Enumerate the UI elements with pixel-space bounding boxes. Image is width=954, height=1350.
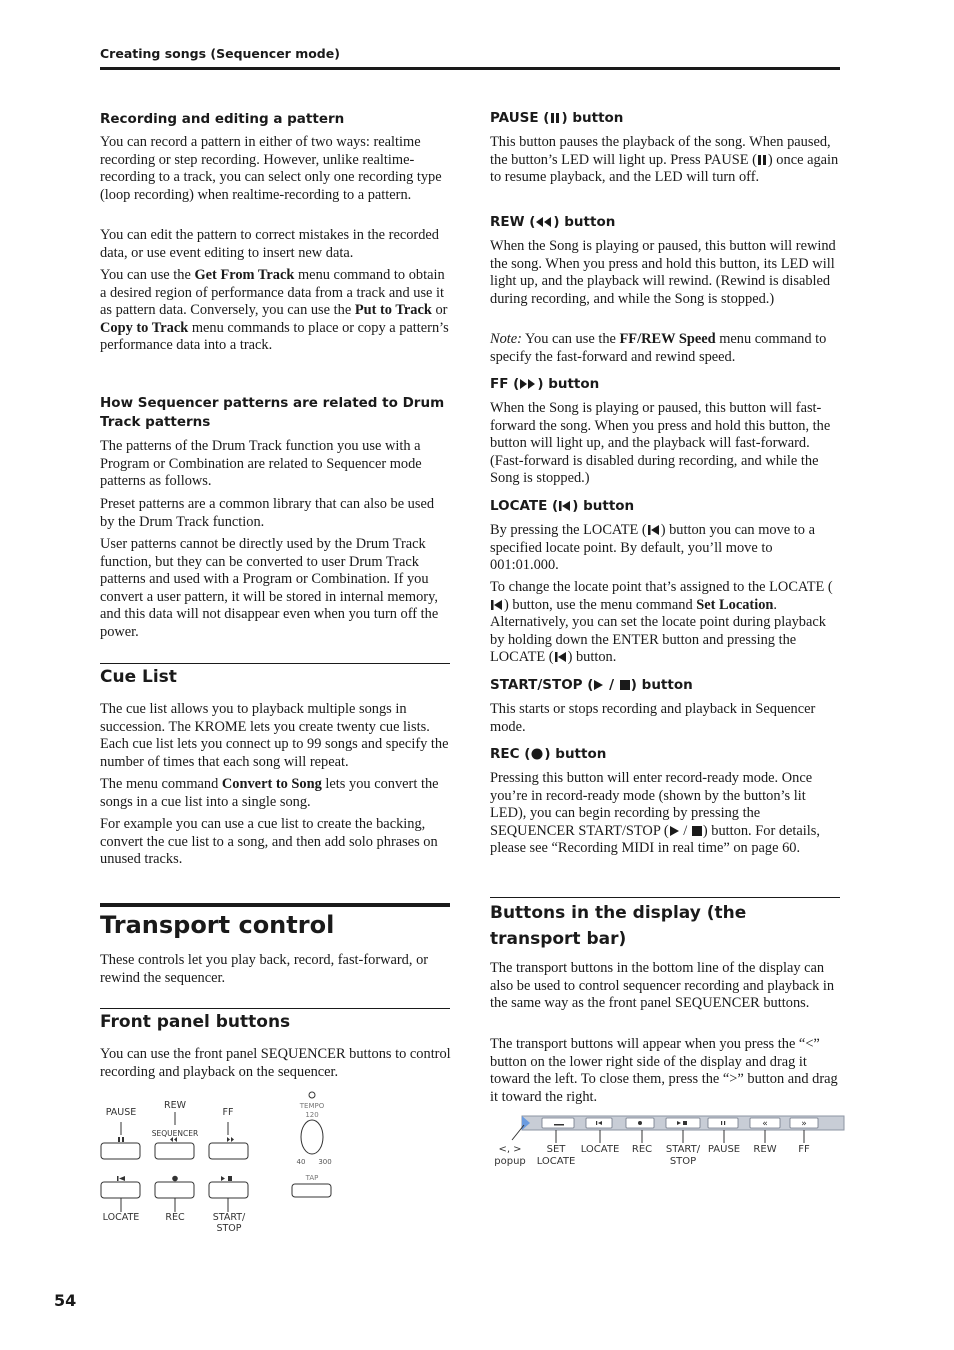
text: menu commands to place or copy a pattern’s performance data into a track. (100, 319, 449, 354)
locate-label: LOCATE (102, 1212, 140, 1223)
pause-label: PAUSE (105, 1107, 137, 1118)
paragraph: When the Song is playing or paused, this button will fast-forward the song. When you press and hold this button, the button will light up, and the playback will fast-forward. (Fast-forward is disabled during recording, and while the Song is stopped.) (490, 400, 831, 487)
popup-label-b: popup (494, 1156, 526, 1167)
text: This button pauses the playback of the song. When paused, the button’s LED will light up. Press PAUSE ( (490, 134, 831, 168)
ff-label: FF (222, 1107, 234, 1118)
heading-display-buttons: Buttons in the display (the transport bar) (490, 903, 747, 949)
pause-bar-label: PAUSE (707, 1144, 741, 1155)
text: ) button you can move to a specified locate point. By default, you’ll move to 001:01.000. (490, 522, 815, 574)
stop-label: STOP (216, 1223, 242, 1234)
text: ) button, use the menu command (504, 596, 697, 613)
heading-start-stop-button (490, 676, 693, 695)
locate-icon (558, 500, 572, 512)
play-icon (593, 679, 604, 691)
heading-drum-track: How Sequencer patterns are related to Drum Track patterns (100, 395, 445, 430)
start-stop-bar-label-a: START/ (665, 1144, 701, 1155)
start-stop-bar-label-b: STOP (669, 1156, 697, 1167)
paragraph: This starts or stops recording and playback in Sequencer mode. (490, 701, 816, 735)
tempo-label: TEMPO (299, 1102, 325, 1110)
pause-icon (757, 154, 768, 166)
paragraph (100, 267, 452, 355)
menu-command: Set Location (696, 596, 774, 613)
ff-bar-label: FF (798, 1144, 810, 1155)
page-number: 54 (54, 1291, 77, 1310)
text: ) button (537, 376, 600, 392)
heading-rew-button (490, 213, 615, 232)
set-locate-label-b: LOCATE (536, 1156, 576, 1167)
heading-ff-button (490, 375, 599, 394)
paragraph: When the Song is playing or paused, this button will rewind the song. When you press and hold this button, its LED will light up, and the playback will rewind. (Rewind is disabled during recording, and while the Song is stopped.) (490, 238, 836, 307)
play-icon (669, 825, 680, 837)
paragraph: The transport buttons in the bottom line of the display can also be used to control sequencer recording and playback in the same way as the front panel SEQUENCER buttons. (490, 960, 835, 1012)
text: lets you convert the songs in a cue list into a single song. (100, 776, 439, 810)
heading-locate-button (490, 497, 634, 516)
paragraph (100, 776, 452, 811)
text: ) button. (567, 649, 617, 666)
menu-command: Get From Track (194, 267, 295, 283)
tempo-value: 120 (305, 1111, 319, 1119)
section-rule (100, 663, 450, 664)
svg-text:»: » (801, 1119, 807, 1129)
text: LOCATE ( (490, 498, 559, 514)
locate-icon (647, 524, 661, 536)
text: You can use the (100, 267, 195, 283)
section-rule (100, 1008, 450, 1009)
paragraph: You can edit the pattern to correct mistakes in the recorded data, or use event editing to insert new data. (100, 227, 440, 261)
paragraph: For example you can use a cue list to create the backing, convert the cue list to a song, and then add solo phrases on unused tracks. (100, 816, 438, 868)
text: To change the locate point that’s assigned to the LOCATE ( (490, 579, 833, 595)
tempo-min: 40 (296, 1158, 306, 1166)
text: / (604, 677, 619, 693)
tap-label: TAP (305, 1174, 319, 1182)
text: ) button (553, 214, 616, 230)
pause-icon (549, 112, 561, 124)
paragraph (490, 134, 840, 187)
heading-front-panel: Front panel buttons (100, 1012, 291, 1032)
text: ) button (572, 498, 635, 514)
note-label: Note: (490, 331, 522, 347)
paragraph: The cue list allows you to playback multiple songs in succession. The KROME lets you create twenty cue lists. Each cue list lets you connect up to 99 songs and specify the number of times that each song will repeat. (100, 701, 449, 770)
running-header: Creating songs (Sequencer mode) (100, 46, 340, 61)
rewind-icon (535, 216, 553, 228)
text: ) button. For details, please see “Recording MIDI in real time” on page 60. (490, 822, 821, 857)
popup-label-a: <, > (498, 1144, 522, 1155)
text: You can use the (521, 331, 620, 347)
paragraph: The transport buttons will appear when you press the “<” button on the lower right side of the display and drag it toward the left. To close them, press the “>” button and drag it toward the right. (490, 1036, 838, 1105)
menu-command: Put to Track (354, 302, 432, 319)
paragraph: The patterns of the Drum Track function you use with a Program or Combination are related to Sequencer mode patterns as follows. (100, 438, 422, 490)
record-icon (530, 748, 544, 760)
paragraph: User patterns cannot be directly used by the Drum Track function, but they can be converted to user Drum Track patterns and used with a Program or Combination. If you convert a user pattern, it will be stored in internal memory, and this data will not disappear even when you turn off the power. (100, 536, 439, 640)
text: REC ( (490, 746, 531, 762)
text: START/STOP ( (490, 677, 594, 693)
rew-label: REW (164, 1100, 186, 1111)
chapter-rule (100, 903, 450, 907)
paragraph (490, 579, 840, 667)
locate-icon (490, 599, 504, 611)
paragraph (490, 522, 840, 575)
fast-forward-icon (519, 378, 537, 390)
paragraph: These controls let you play back, record, fast-forward, or rewind the sequencer. (100, 952, 429, 986)
rec-label: REC (165, 1212, 185, 1223)
text: . Alternatively, you can set the locate point during playback by holding down the ENTER button and pressing the LOCATE ( (490, 596, 826, 666)
rec-bar-label: REC (631, 1144, 653, 1155)
rew-bar-label: REW (753, 1144, 777, 1155)
set-locate-label-a: SET (546, 1144, 566, 1155)
svg-text:«: « (762, 1119, 768, 1129)
text: ) button (630, 677, 693, 693)
tempo-max: 300 (318, 1158, 332, 1166)
stop-icon (691, 825, 703, 837)
locate-bar-label: LOCATE (580, 1144, 620, 1155)
heading-transport-control: Transport control (100, 911, 335, 939)
transport-bar-diagram (490, 1112, 846, 1172)
text: PAUSE ( (490, 110, 550, 126)
heading-rec-button (490, 745, 606, 764)
start-label: START/ (212, 1212, 246, 1223)
text: ) button (544, 746, 607, 762)
front-panel-diagram (96, 1090, 346, 1240)
text: By pressing the LOCATE ( (490, 522, 647, 538)
stop-icon (619, 679, 631, 691)
text: ) once again to resume playback, and the LED will turn off. (490, 151, 839, 186)
paragraph: Preset patterns are a common library that can also be used by the Drum Track function. (100, 496, 435, 530)
text: menu command to specify the fast-forward and rewind speed. (490, 331, 827, 365)
sequencer-label: SEQUENCER (151, 1129, 199, 1138)
paragraph: Pressing this button will enter record-ready mode. Once you’re in record-ready mode (shown by the button’s lit LED), you can begin recording by pressing the SEQUENCER START/STOP ( / ) button. For details, please see “Recording MIDI in real time” on page 60. (490, 770, 821, 857)
heading-recording-pattern: Recording and editing a pattern (100, 111, 345, 127)
text: The menu command (100, 776, 222, 792)
section-rule (490, 897, 840, 898)
menu-command: Copy to Track (100, 319, 189, 336)
text: ) button (561, 110, 624, 126)
header-rule (100, 67, 840, 70)
heading-cue-list: Cue List (100, 667, 177, 687)
text: menu command to obtain a desired region of performance data from a track and use it as pattern data. Conversely, you can use the (100, 267, 445, 319)
text: or (431, 302, 448, 319)
text: FF ( (490, 376, 520, 392)
text: Pressing this button will enter record-ready mode. Once you’re in record-ready mode (shown by the button’s lit LED), you can begin recording by pressing the SEQUENCER START/STOP ( (490, 770, 813, 839)
paragraph: You can use the front panel SEQUENCER buttons to control recording and playback on the sequencer. (100, 1046, 451, 1080)
heading-pause-button (490, 109, 623, 128)
note-paragraph (490, 331, 840, 366)
menu-command: FF/REW Speed (619, 331, 716, 347)
text: REW ( (490, 214, 536, 230)
menu-command: Convert to Song (221, 776, 322, 792)
paragraph: You can record a pattern in either of two ways: realtime recording or step recording. However, unlike realtime-recording to a track, you can select only one recording type (loop recording) when realtime-recording to a pattern. (100, 134, 442, 203)
locate-icon (554, 651, 568, 663)
